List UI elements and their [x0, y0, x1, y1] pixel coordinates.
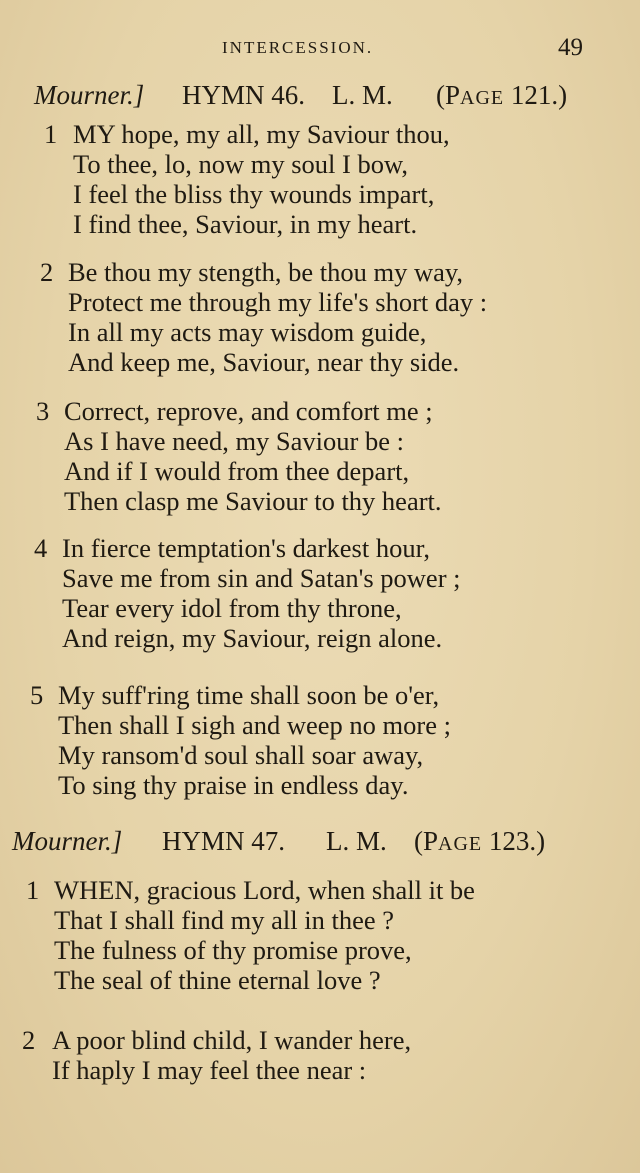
- verse-line: To thee, lo, now my soul I bow,: [73, 149, 409, 179]
- hymn-title: HYMN 46.: [182, 80, 306, 110]
- hymn-title: HYMN 47.: [162, 826, 286, 856]
- verse-line: In all my acts may wisdom guide,: [68, 317, 427, 347]
- verse-line: And keep me, Saviour, near thy side.: [68, 347, 460, 377]
- running-title: INTERCESSION.: [222, 38, 374, 57]
- hymn-meter: L. M.: [326, 826, 387, 856]
- ref-p: P: [445, 80, 461, 110]
- verse-line: WHEN, gracious Lord, when shall it be: [54, 875, 475, 905]
- verse-line: To sing thy praise in endless day.: [58, 770, 409, 800]
- ref-age: AGE: [438, 833, 483, 855]
- tune-name: Mourner.]: [12, 826, 123, 856]
- ref-open: (: [414, 826, 423, 856]
- verse-line: And reign, my Saviour, reign alone.: [62, 623, 443, 653]
- verse-line: Protect me through my life's short day :: [68, 287, 488, 317]
- verse-line: Be thou my stength, be thou my way,: [68, 257, 464, 287]
- verse-line: I feel the bliss thy wounds impart,: [73, 179, 435, 209]
- stanza-number: 1: [26, 875, 40, 905]
- tune-name: Mourner.]: [34, 80, 145, 110]
- ref-p: P: [423, 826, 439, 856]
- verse-line: If haply I may feel thee near :: [52, 1055, 367, 1085]
- page-reference: [414, 826, 545, 857]
- verse-line: My suff'ring time shall soon be o'er,: [58, 680, 440, 710]
- stanza-number: 1: [44, 119, 58, 149]
- ref-age: AGE: [460, 87, 505, 109]
- verse-line: A poor blind child, I wander here,: [52, 1025, 412, 1055]
- stanza-number: 5: [30, 680, 44, 710]
- verse-line: MY hope, my all, my Saviour thou,: [73, 119, 450, 149]
- ref-open: (: [436, 80, 445, 110]
- stanza-number: 2: [40, 257, 54, 287]
- verse-line: I find thee, Saviour, in my heart.: [73, 209, 418, 239]
- stanza-number: 3: [36, 396, 50, 426]
- verse-line: Then clasp me Saviour to thy heart.: [64, 486, 442, 516]
- page-number: 49: [558, 34, 583, 61]
- running-head: [0, 34, 640, 62]
- stanza-number: 4: [34, 533, 48, 563]
- verse-line: The seal of thine eternal love ?: [54, 965, 381, 995]
- verse-line: Correct, reprove, and comfort me ;: [64, 396, 433, 426]
- verse-line: And if I would from thee depart,: [64, 456, 410, 486]
- verse-line: The fulness of thy promise prove,: [54, 935, 412, 965]
- page-reference: [436, 80, 567, 111]
- hymn-meter: L. M.: [332, 80, 393, 110]
- verse-line: Then shall I sigh and weep no more ;: [58, 710, 451, 740]
- verse-line: That I shall find my all in thee ?: [54, 905, 394, 935]
- hymn-47-heading: [0, 826, 640, 862]
- verse-line: Save me from sin and Satan's power ;: [62, 563, 461, 593]
- verse-line: My ransom'd soul shall soar away,: [58, 740, 424, 770]
- ref-number: 121.): [510, 80, 568, 110]
- verse-line: In fierce temptation's darkest hour,: [62, 533, 430, 563]
- hymn-46-heading: [0, 80, 640, 116]
- verse-line: Tear every idol from thy throne,: [62, 593, 402, 623]
- verse-line: As I have need, my Saviour be :: [64, 426, 404, 456]
- stanza-number: 2: [22, 1025, 36, 1055]
- ref-number: 123.): [488, 826, 546, 856]
